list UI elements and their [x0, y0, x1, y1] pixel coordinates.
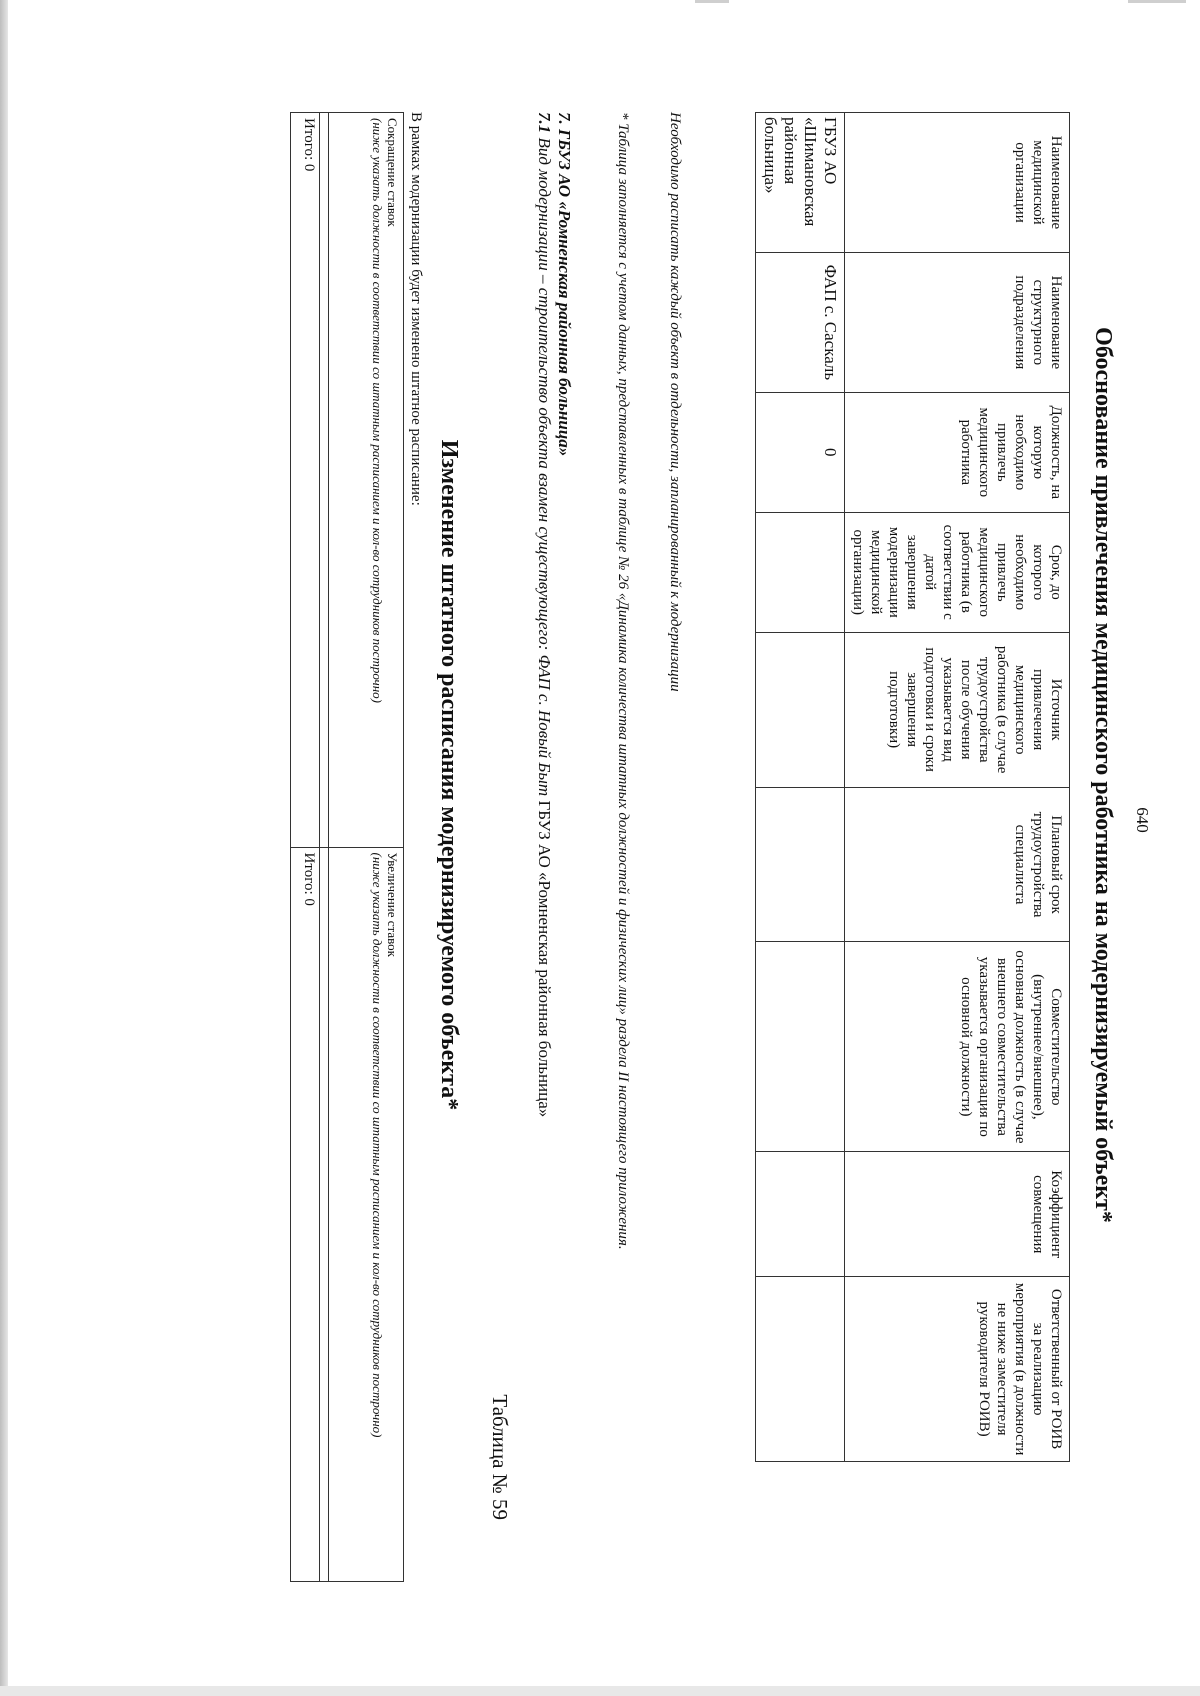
- table-row: [756, 113, 845, 1462]
- staff-attraction-table: [755, 112, 1070, 1462]
- table-cell: [756, 632, 845, 787]
- table-row: [291, 113, 320, 1582]
- header-cell: Источник привлечения медицинского работника (в случае трудоустройства после обучения указывается вид подготовки и сроки завершения подготовки): [845, 632, 1070, 787]
- table-header-row: [845, 113, 1070, 1462]
- heading-staff-change: Изменение штатного расписания модернизируемого объекта*: [436, 439, 462, 1111]
- empty-cell: [320, 847, 329, 1582]
- subsection-org: ГБУЗ АО «Ромненская районная больница»: [535, 800, 554, 1118]
- footnote: * Таблица заполняется с учетом данных, представленных в таблице № 26 «Динамика количества штатных должностей и физических лиц» раздела II настоящего приложения.: [615, 112, 631, 1250]
- increase-cell: [329, 847, 404, 1582]
- heading-justification: Обоснование привлечения медицинского работника на модернизируемый объект*: [1090, 327, 1116, 1223]
- subsection-type: Вид модернизации – строительство объекта взамен существующего: ФАП с. Новый Быт: [535, 137, 554, 797]
- section-title-text: 7. ГБУЗ АО «Ромненская районная больница»: [555, 112, 574, 457]
- subsection-line: [534, 112, 554, 1562]
- empty-cell: [320, 113, 329, 848]
- table-row: [320, 113, 329, 1582]
- table-cell: 0: [756, 392, 845, 512]
- scan-edge-bottom: [0, 1686, 1200, 1696]
- table-cell: ФАП с. Саскаль: [756, 252, 845, 392]
- note-separately: Необходимо расписать каждый объект в отдельности, запланированный к модернизации: [667, 112, 683, 692]
- table-cell: [756, 1277, 845, 1462]
- table-cell: [756, 787, 845, 942]
- scan-mark: [1128, 0, 1186, 3]
- header-cell: Наименование структурного подразделения: [845, 252, 1070, 392]
- header-cell: Должность, на которую необходимо привлечь медицинского работника: [845, 392, 1070, 512]
- subsection-number: 7.1: [535, 112, 554, 134]
- table-cell: ГБУЗ АО «Шимановская районная больница»: [756, 113, 845, 253]
- table-cell: [756, 942, 845, 1152]
- page-number: 640: [1133, 807, 1152, 833]
- scan-mark: [695, 0, 729, 3]
- table-cell: [756, 1152, 845, 1277]
- header-cell: Плановый срок трудоустройства специалиста: [845, 787, 1070, 942]
- section-title: [554, 112, 574, 1562]
- increase-title: Увеличение ставок: [385, 852, 400, 958]
- table-row: [329, 113, 404, 1582]
- increase-total: Итого: 0: [291, 847, 320, 1582]
- rotated-document-page: [142, 50, 1152, 1650]
- header-cell: Совместительство (внутреннее/внешнее), основная должность (в случае внешнего совместительства указывается организация по основной должности): [845, 942, 1070, 1152]
- increase-note: (ниже указать должности в соответствии со штатным расписанием и кол-во сотрудников построчно): [370, 852, 385, 1438]
- scan-edge-left: [0, 0, 8, 1696]
- reduction-note: (ниже указать должности в соответствии со штатным расписанием и кол-во сотрудников построчно): [370, 118, 385, 703]
- header-cell: Срок, до которого необходимо привлечь медицинского работника (в соответствии с датой завершения модернизации медицинской организации): [845, 512, 1070, 632]
- staff-schedule-table: [290, 112, 404, 1582]
- reduction-title: Сокращение ставок: [385, 118, 400, 227]
- table-label: Таблица № 59: [488, 1394, 512, 1520]
- header-cell: Коэффициент совмещения: [845, 1152, 1070, 1277]
- reduction-total: Итого: 0: [291, 113, 320, 848]
- header-cell: Наименование медицинской организации: [845, 113, 1070, 253]
- header-cell: Ответственный от РОИВ за реализацию мероприятия (в должности не ниже заместителя руководителя РОИВ): [845, 1277, 1070, 1462]
- reduction-cell: [329, 113, 404, 848]
- table-cell: [756, 512, 845, 632]
- intro-text: В рамках модернизации будет изменено штатное расписание:: [408, 112, 424, 506]
